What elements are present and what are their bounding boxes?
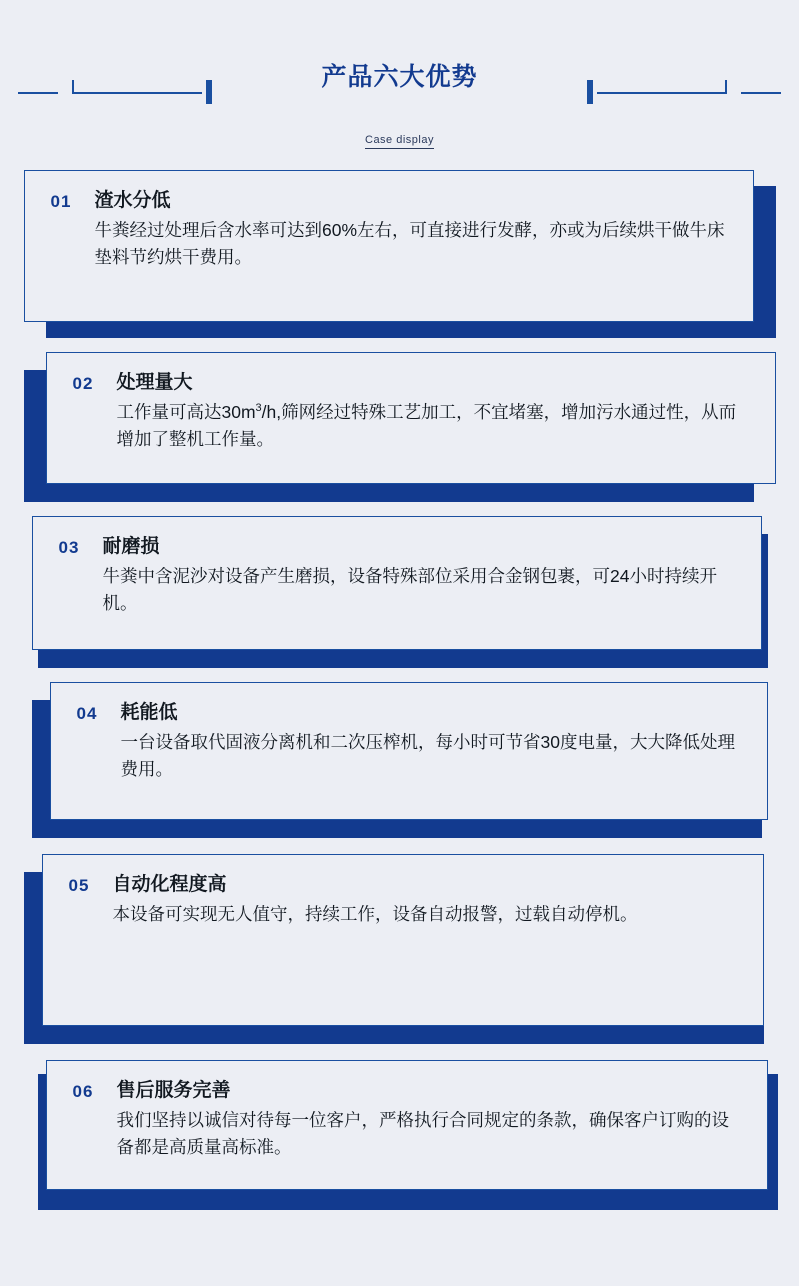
card-body [121, 701, 741, 783]
card-panel [42, 854, 764, 1026]
card-number: 06 [72, 1082, 94, 1101]
card-number: 05 [68, 876, 90, 895]
card-number: 02 [72, 374, 94, 393]
card-panel [24, 170, 754, 322]
advantage-card [24, 1060, 776, 1210]
card-text-superscript: 3 [255, 401, 262, 414]
card-text: 我们坚持以诚信对待每一位客户，严格执行合同规定的条款，确保客户订购的设备都是高质量高标准。 [116, 1109, 729, 1157]
card-title: 耗能低 [120, 702, 178, 723]
card-text-part-a: 工作量可高达30m [116, 401, 256, 422]
advantage-card-list [0, 170, 799, 1210]
card-body [95, 189, 727, 271]
card-text: 牛粪经过处理后含水率可达到60%左右，可直接进行发酵，亦或为后续烘干做牛床垫料节约烘干费用。 [94, 219, 725, 267]
card-text-part-b: /h,筛网经过特殊工艺加工，不宜堵塞，增加污水通过性，从而增加了整机工作量。 [116, 401, 737, 449]
card-body [103, 535, 735, 617]
page-subtitle-text: Case display [365, 134, 434, 149]
page-subtitle [0, 134, 799, 146]
advantage-card [24, 854, 776, 1046]
card-panel [46, 1060, 768, 1190]
card-text: 本设备可实现无人值守，持续工作，设备自动报警，过载自动停机。 [112, 903, 638, 924]
advantage-card [24, 170, 776, 338]
card-title: 自动化程度高 [112, 874, 227, 895]
card-panel [50, 682, 768, 820]
card-panel [46, 352, 776, 484]
card-title: 渣水分低 [94, 190, 171, 211]
card-body [117, 1079, 741, 1161]
card-number: 04 [76, 704, 98, 723]
card-body [113, 873, 737, 928]
card-title: 耐磨损 [102, 536, 160, 557]
card-title: 售后服务完善 [116, 1080, 231, 1101]
card-number: 01 [50, 192, 72, 211]
page-header [0, 0, 799, 170]
card-title: 处理量大 [116, 372, 193, 393]
advantage-card [24, 352, 776, 502]
card-body [117, 371, 749, 453]
card-text: 牛粪中含泥沙对设备产生磨损，设备特殊部位采用合金钢包裹，可24小时持续开机。 [102, 565, 717, 613]
card-text [117, 399, 749, 453]
card-panel [32, 516, 762, 650]
card-text: 一台设备取代固液分离机和二次压榨机，每小时可节省30度电量，大大降低处理费用。 [120, 731, 735, 779]
card-number: 03 [58, 538, 80, 557]
advantage-card [24, 682, 776, 840]
advantage-card [24, 516, 776, 668]
page-title: 产品六大优势 [321, 63, 478, 91]
